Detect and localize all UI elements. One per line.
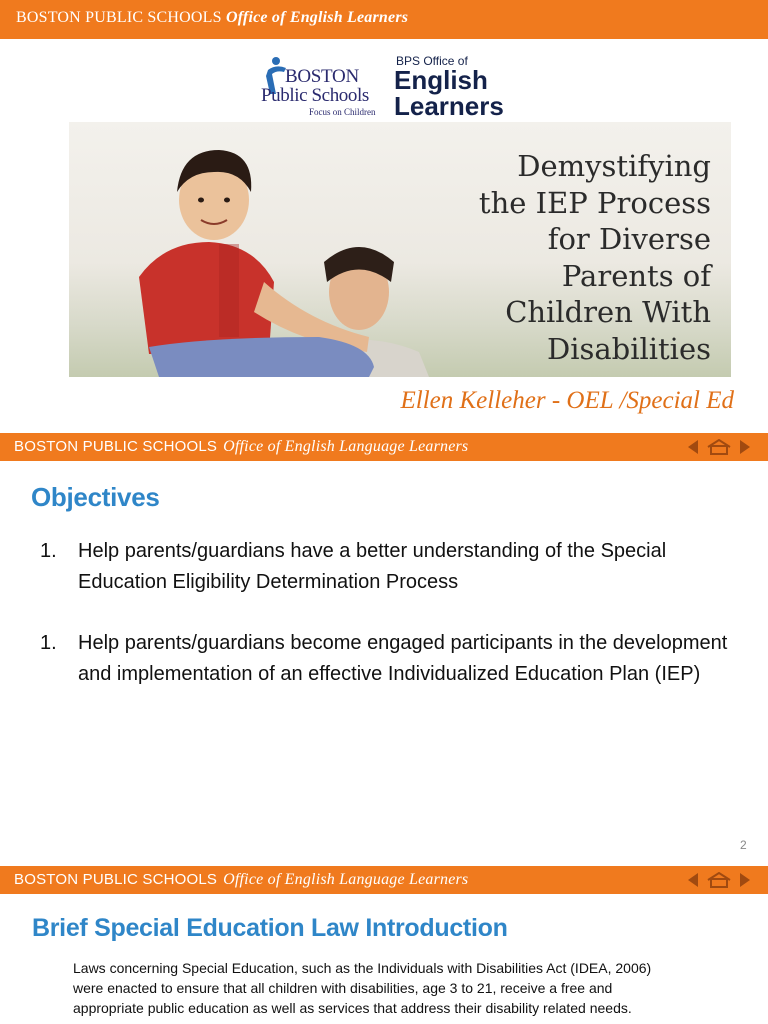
header-prefix: BOSTON PUBLIC SCHOOLS — [14, 871, 218, 888]
hero-title-line: for Diverse — [547, 222, 711, 256]
slide1-header-text — [16, 9, 408, 27]
logo-area — [257, 52, 509, 121]
bps-logo-line1: BOSTON — [285, 66, 359, 87]
hero-title-line: the IEP Process — [478, 185, 711, 220]
slide3-header-text — [14, 871, 468, 889]
header-office: Office of English Language Learners — [223, 438, 469, 455]
slide3-title: Brief Special Education Law Introduction — [32, 914, 508, 942]
home-icon[interactable] — [706, 872, 732, 888]
list-item — [40, 536, 740, 598]
slide2-header-text — [14, 438, 468, 456]
list-item-number: 1. — [40, 632, 57, 654]
slide-nav — [688, 872, 750, 888]
header-prefix: BOSTON PUBLIC SCHOOLS — [16, 9, 222, 26]
slide2-title: Objectives — [31, 482, 160, 512]
bps-logo — [257, 52, 387, 118]
hero-title-line: Disabilities — [546, 331, 711, 366]
list-item — [40, 628, 740, 690]
list-item-text: Help parents/guardians become engaged participants in the development and implementation of an effective Individualized Education Plan (IEP) — [78, 632, 728, 685]
slide2-header-bar — [0, 433, 768, 461]
hero-title — [371, 148, 711, 367]
hero-image — [69, 122, 731, 377]
next-arrow-icon[interactable] — [740, 873, 750, 887]
hero-title-line: Children With — [505, 295, 711, 329]
bps-logo-tagline: Focus on Children — [309, 107, 376, 117]
hero-title-line: Parents of — [561, 258, 711, 293]
prev-arrow-icon[interactable] — [688, 440, 698, 454]
oel-logo-line3: Learners — [394, 91, 504, 121]
oel-logo-line1: BPS Office of — [396, 54, 468, 68]
hero-title-line: Demystifying — [517, 149, 711, 183]
slide-nav — [688, 439, 750, 455]
next-arrow-icon[interactable] — [740, 440, 750, 454]
list-item-text: Help parents/guardians have a better understanding of the Special Education Eligibility Determination Process — [78, 540, 667, 593]
objectives-list — [40, 536, 740, 690]
header-office: Office of English Language Learners — [223, 871, 469, 888]
slide1-header-bar — [0, 0, 768, 39]
page-number: 2 — [740, 838, 747, 852]
slide3-header-bar — [0, 866, 768, 894]
home-icon[interactable] — [706, 439, 732, 455]
list-item-number: 1. — [40, 540, 57, 562]
header-office: Office of English Learners — [225, 9, 409, 26]
prev-arrow-icon[interactable] — [688, 873, 698, 887]
slide3-body: Laws concerning Special Education, such as the Individuals with Disabilities Act (IDEA, 2006) were enacted to ensure that all children with disabilities, age 3 to 21, receive a free and appropriate public education as well as services that address their disability related needs. — [73, 960, 652, 1016]
header-prefix: BOSTON PUBLIC SCHOOLS — [14, 438, 218, 455]
bps-logo-line2: Public Schools — [261, 85, 369, 106]
oel-logo-line2: English — [394, 65, 488, 95]
presenter-name: Ellen Kelleher - OEL /Special Ed — [400, 387, 734, 414]
